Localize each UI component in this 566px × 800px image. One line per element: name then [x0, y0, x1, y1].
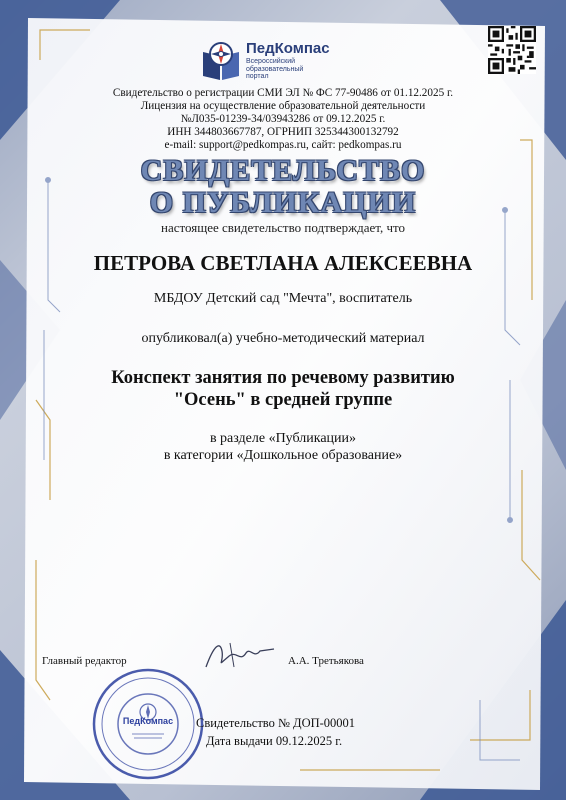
section-line-2: в категории «Дошкольное образование» [163, 448, 403, 463]
compass-book-icon [200, 40, 242, 82]
certificate-number: Свидетельство № ДОП-00001 [196, 716, 356, 730]
stamp-center-text: ПедКомпас [122, 716, 174, 726]
signature-icon [200, 637, 280, 673]
editor-name: А.А. Третьякова [288, 655, 364, 667]
logo-title: ПедКомпас [246, 40, 330, 57]
registration-info [0, 87, 566, 152]
editor-label: Главный редактор [42, 655, 127, 667]
registration-line: №Л035-01239-34/03943286 от 09.12.2025 г. [180, 113, 386, 125]
material-line-2: "Осень" в средней группе [173, 390, 393, 410]
issue-date: Дата выдачи 09.12.2025 г. [206, 734, 343, 748]
registration-line: e-mail: support@pedkompas.ru, сайт: pedkompas.ru [164, 139, 402, 151]
material-line-1: Конспект занятия по речевому развитию [111, 368, 455, 388]
material-title [0, 367, 566, 411]
section-info [0, 430, 566, 464]
registration-line: ИНН 344803667787, ОГРНИП 325344300132792 [167, 126, 399, 138]
title-line-2: О ПУБЛИКАЦИИ [149, 186, 417, 219]
certificate-title [0, 155, 566, 219]
official-stamp [92, 668, 204, 780]
qr-code-icon[interactable] [488, 26, 536, 74]
title-line-1: СВИДЕТЕЛЬСТВО [140, 154, 426, 187]
recipient-name: ПЕТРОВА СВЕТЛАНА АЛЕКСЕЕВНА [93, 251, 473, 275]
portal-logo [200, 40, 340, 82]
confirm-text: настоящее свидетельство подтверждает, что [160, 220, 405, 235]
registration-line: Свидетельство о регистрации СМИ ЭЛ № ФС 77-90486 от 01.12.2025 г. [112, 87, 454, 99]
published-text: опубликовал(а) учебно-методический материал [141, 331, 425, 346]
registration-line: Лицензия на осуществление образовательной деятельности [140, 100, 426, 112]
section-line-1: в разделе «Публикации» [209, 431, 357, 446]
logo-subtitle: Всероссийский образовательный портал [246, 58, 304, 80]
organization: МБДОУ Детский сад "Мечта", воспитатель [153, 291, 413, 306]
